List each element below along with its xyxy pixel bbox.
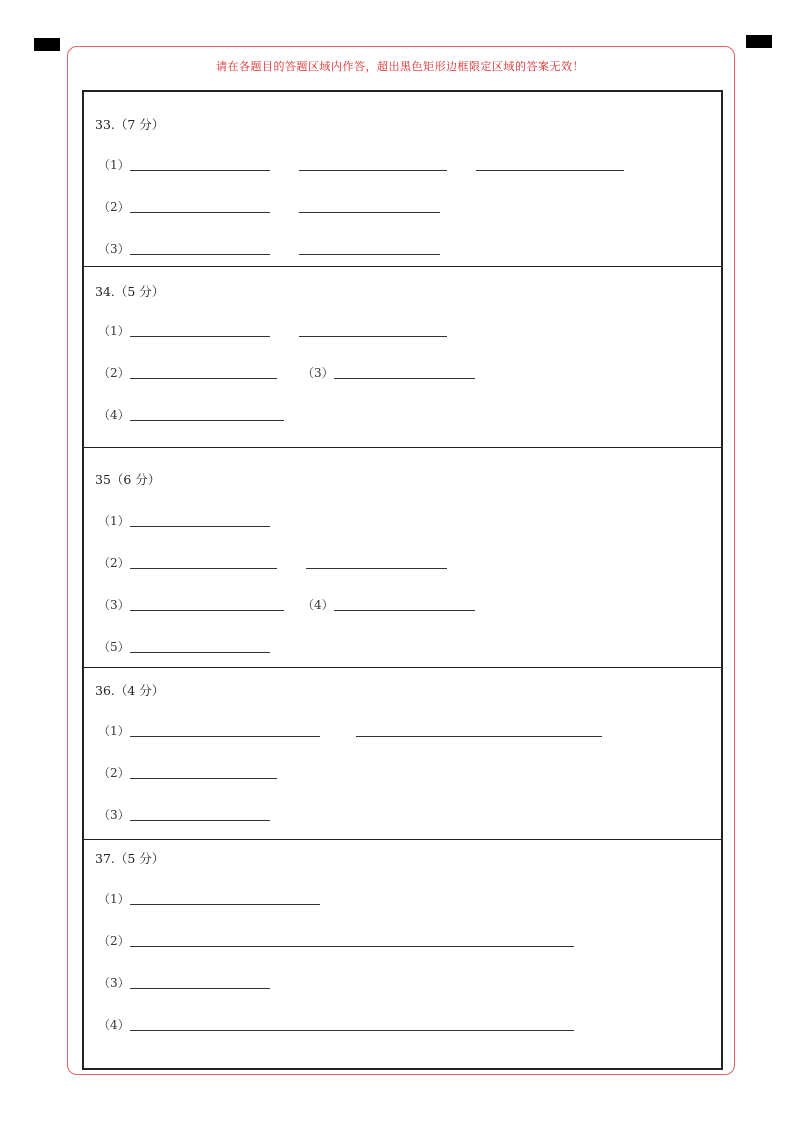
q35-row-3 bbox=[84, 596, 721, 616]
q33-answer-3b[interactable] bbox=[299, 254, 440, 255]
q33-row-1 bbox=[84, 156, 721, 176]
q33-answer-3a[interactable] bbox=[130, 254, 270, 255]
question-37-title: 37.（5 分） bbox=[95, 851, 165, 866]
question-34-title: 34.（5 分） bbox=[95, 284, 165, 299]
q36-label-1: （1） bbox=[98, 724, 130, 738]
q34-answer-3[interactable] bbox=[334, 378, 475, 379]
q36-answer-3[interactable] bbox=[130, 820, 270, 821]
q37-answer-4[interactable] bbox=[130, 1030, 574, 1031]
q35-answer-3[interactable] bbox=[130, 610, 284, 611]
q34-row-1 bbox=[84, 322, 721, 342]
answer-grid bbox=[82, 90, 723, 1070]
q37-row-4 bbox=[84, 1016, 721, 1036]
q34-label-3: （3） bbox=[302, 366, 334, 380]
question-33-title: 33.（7 分） bbox=[95, 117, 165, 132]
q35-answer-2b[interactable] bbox=[306, 568, 447, 569]
q34-label-4: （4） bbox=[98, 408, 130, 422]
q35-row-2 bbox=[84, 554, 721, 574]
q37-row-2 bbox=[84, 932, 721, 952]
q33-answer-2a[interactable] bbox=[130, 212, 270, 213]
q34-row-2 bbox=[84, 364, 721, 384]
q34-row-3 bbox=[84, 406, 721, 426]
q34-label-2: （2） bbox=[98, 366, 130, 380]
q33-answer-1c[interactable] bbox=[476, 170, 624, 171]
q34-answer-1b[interactable] bbox=[299, 336, 447, 337]
q35-answer-4[interactable] bbox=[334, 610, 475, 611]
q35-row-4 bbox=[84, 638, 721, 658]
q36-answer-1b[interactable] bbox=[356, 736, 602, 737]
q37-answer-2[interactable] bbox=[130, 946, 574, 947]
question-34-section bbox=[84, 266, 721, 448]
answer-area-notice: 请在各题目的答题区域内作答，超出黑色矩形边框限定区域的答案无效！ bbox=[216, 60, 584, 73]
q36-row-2 bbox=[84, 764, 721, 784]
q36-row-3 bbox=[84, 806, 721, 826]
q36-label-2: （2） bbox=[98, 766, 130, 780]
q36-answer-2[interactable] bbox=[130, 778, 277, 779]
q35-label-3: （3） bbox=[98, 598, 130, 612]
q37-label-4: （4） bbox=[98, 1018, 130, 1032]
q37-row-3 bbox=[84, 974, 721, 994]
q35-answer-2a[interactable] bbox=[130, 568, 277, 569]
q36-label-3: （3） bbox=[98, 808, 130, 822]
q33-label-1: （1） bbox=[98, 158, 130, 172]
q33-label-3: （3） bbox=[98, 242, 130, 256]
q37-answer-1[interactable] bbox=[130, 904, 320, 905]
q35-label-1: （1） bbox=[98, 514, 130, 528]
q37-label-1: （1） bbox=[98, 892, 130, 906]
registration-mark-left bbox=[34, 38, 60, 51]
q33-answer-1b[interactable] bbox=[299, 170, 447, 171]
q37-answer-3[interactable] bbox=[130, 988, 270, 989]
question-33-section bbox=[84, 92, 721, 267]
q36-row-1 bbox=[84, 722, 721, 742]
q37-row-1 bbox=[84, 890, 721, 910]
question-36-title: 36.（4 分） bbox=[95, 683, 165, 698]
question-35-title: 35（6 分） bbox=[95, 472, 161, 487]
q35-label-5: （5） bbox=[98, 640, 130, 654]
q35-answer-1[interactable] bbox=[130, 526, 270, 527]
q33-label-2: （2） bbox=[98, 200, 130, 214]
question-36-section bbox=[84, 667, 721, 840]
q37-label-2: （2） bbox=[98, 934, 130, 948]
q34-answer-1a[interactable] bbox=[130, 336, 270, 337]
q35-row-1 bbox=[84, 512, 721, 532]
q34-answer-2[interactable] bbox=[130, 378, 277, 379]
q34-label-1: （1） bbox=[98, 324, 130, 338]
question-35-section bbox=[84, 447, 721, 668]
q33-answer-2b[interactable] bbox=[299, 212, 440, 213]
q37-label-3: （3） bbox=[98, 976, 130, 990]
q36-answer-1a[interactable] bbox=[130, 736, 320, 737]
q35-label-4: （4） bbox=[302, 598, 334, 612]
question-37-section bbox=[84, 839, 721, 1068]
q33-row-2 bbox=[84, 198, 721, 218]
registration-mark-right bbox=[746, 35, 772, 48]
q33-answer-1a[interactable] bbox=[130, 170, 270, 171]
q34-answer-4[interactable] bbox=[130, 420, 284, 421]
q33-row-3 bbox=[84, 240, 721, 260]
q35-label-2: （2） bbox=[98, 556, 130, 570]
q35-answer-5[interactable] bbox=[130, 652, 270, 653]
